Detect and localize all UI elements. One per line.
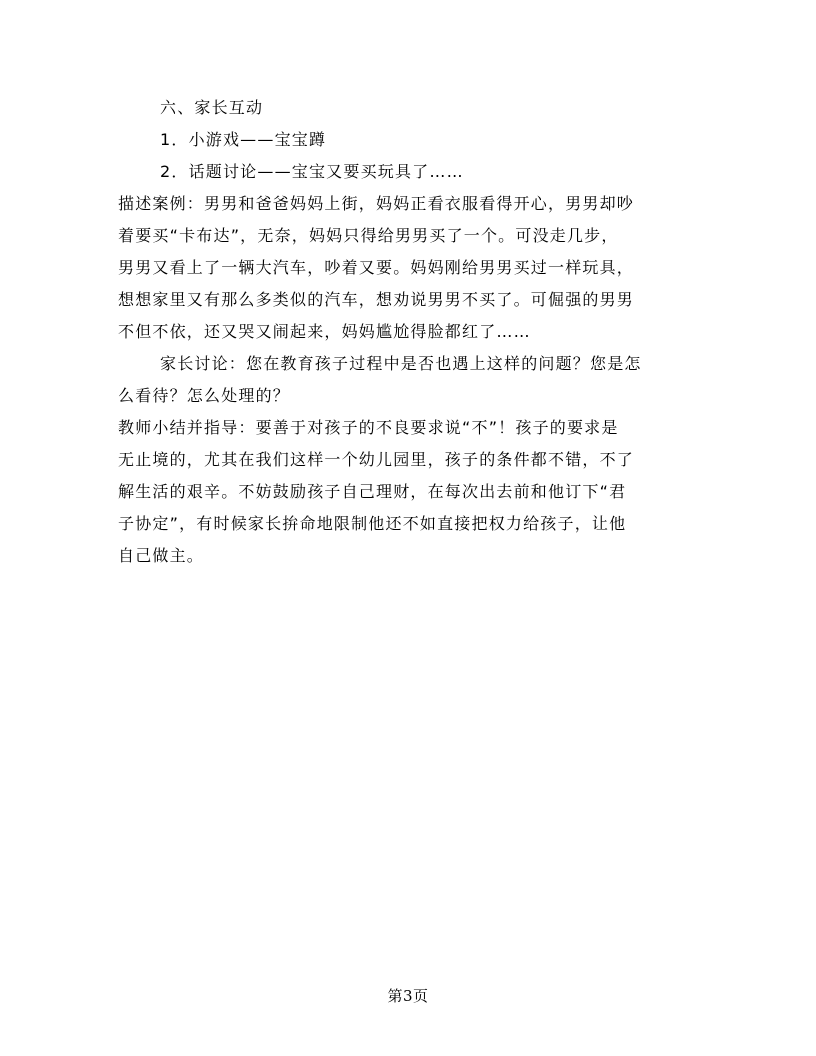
section-heading: 六、家长互动 — [160, 98, 264, 117]
summary-line: 自己做主。 — [118, 546, 205, 565]
discussion-line: 家长讨论：您在教育孩子过程中是否也遇上这样的问题？您是怎 — [160, 354, 642, 373]
summary-line: 解生活的艰辛。不妨鼓励孩子自己理财，在每次出去前和他订下“君 — [118, 482, 627, 501]
summary-line: 无止境的，尤其在我们这样一个幼儿园里，孩子的条件都不错，不了 — [118, 450, 635, 469]
case-line: 不但不依，还又哭又闹起来，妈妈尴尬得脸都红了…… — [118, 322, 531, 341]
summary-paragraph — [118, 412, 696, 572]
list-item-game: 1．小游戏——宝宝蹲 — [160, 130, 327, 149]
document-body — [118, 92, 696, 572]
summary-line: 子协定”，有时候家长拚命地限制他还不如直接把权力给孩子，让他 — [118, 514, 627, 533]
case-line: 想想家里又有那么多类似的汽车，想劝说男男不买了。可倔强的男男 — [118, 290, 635, 309]
summary-line: 教师小结并指导：要善于对孩子的不良要求说“不”！孩子的要求是 — [118, 418, 619, 437]
discussion-line: 么看待？怎么处理的？ — [118, 386, 291, 405]
case-line: 着要买“卡布达”，无奈，妈妈只得给男男买了一个。可没走几步， — [118, 226, 619, 245]
case-paragraph — [118, 188, 696, 348]
list-item-topic: 2．话题讨论——宝宝又要买玩具了…… — [160, 162, 464, 181]
case-line: 男男又看上了一辆大汽车，吵着又要。妈妈刚给男男买过一样玩具， — [118, 258, 635, 277]
discussion-paragraph — [118, 348, 696, 412]
page-number: 第3页 — [387, 987, 429, 1005]
case-line: 描述案例：男男和爸爸妈妈上街，妈妈正看衣服看得开心，男男却吵 — [118, 194, 635, 213]
